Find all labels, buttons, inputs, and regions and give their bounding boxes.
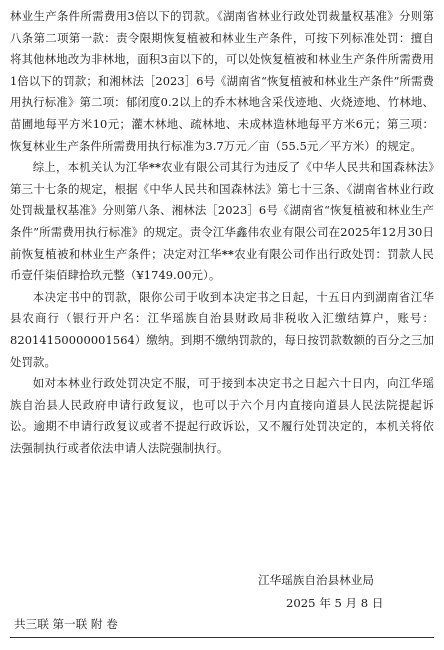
paragraph-payment [10,287,434,373]
paragraph-text: 农业有限公司作出行政处罚：罚款人民币壹仟柒佰肆拾玖元整（¥1749.00元）。 [10,246,435,283]
footer-divider [10,637,434,638]
signature-date: 2025 年 5 月 8 日 [286,596,384,610]
paragraph-text: 如对本林业行政处罚决定不服，可于接到本决定书之日起六十日内，向江华瑶族自治县人民政府申请行政复议，也可以于六个月内直接向道县人民法院提起诉讼。逾期不申请行政复议或者不提起行政诉讼，又不履行处罚决定的，本机关将依法强制执行或者依法申请人法院强制执行。 [10,376,434,455]
paragraph-text: 农业有限公司其行为违反了《中华人民共和国森林法》第三十七条的规定，根据《中华人民共和国森林法》第七十三条、《湖南省林业行政处罚裁量权基准》分则第八条、湘林法［2023］6号《湖南省“恢复植被和林业生产条件”所需费用执行标准》的规定。责令江华鑫伟农业有限公司在2025年12月30日前恢复植被和林业生产条件；决定对江华 [10,160,434,261]
paragraph-penalty-basis [10,6,434,157]
paragraph-text: 林业生产条件所需费用3倍以下的罚款。《湖南省林业行政处罚裁量权基准》分则第八条第二项第一款：责令限期恢复植被和林业生产条件，可按下列标准处罚：擅自将其他林地改为非林地，面积3亩以下的，可以处恢复植被和林业生产条件所需费用1倍以下的罚款；和湘林法［2023］6号《湖南省“恢复植被和林业生产条件”所需费用执行标准》第二项：郁闭度0.2以上的乔木林地含采伐迹地、火烧迹地、竹林地、苗圃地每平方米10元；灌木林地、疏林地、未成林造林地每平方米6元；第三项：恢复林业生产条件所需费用执行标准为3.7万元／亩（55.5元／平方米）的规定。 [10,9,434,153]
redacted-mark: ** [148,160,162,175]
paragraph-text: 综上，本机关认为江华 [32,160,149,175]
signature-organization: 江华瑶族自治县林业局 [258,573,374,587]
paragraph-text: 本决定书中的罚款，限你公司于收到本决定书之日起，十五日内到湖南省江华县农商行（银行开户名：江华瑶族自治县财政局非税收入汇缴结算户，账号：82014150000001564）缴纳。到期不缴纳罚款的，每日按罚款数额的百分之三加处罚款。 [10,289,434,369]
copy-footer: 共三联 第一联 附 卷 [14,617,118,631]
document-body [10,6,434,459]
paragraph-conclusion [10,157,434,287]
redacted-mark: ** [221,246,234,261]
paragraph-appeal [10,373,434,459]
